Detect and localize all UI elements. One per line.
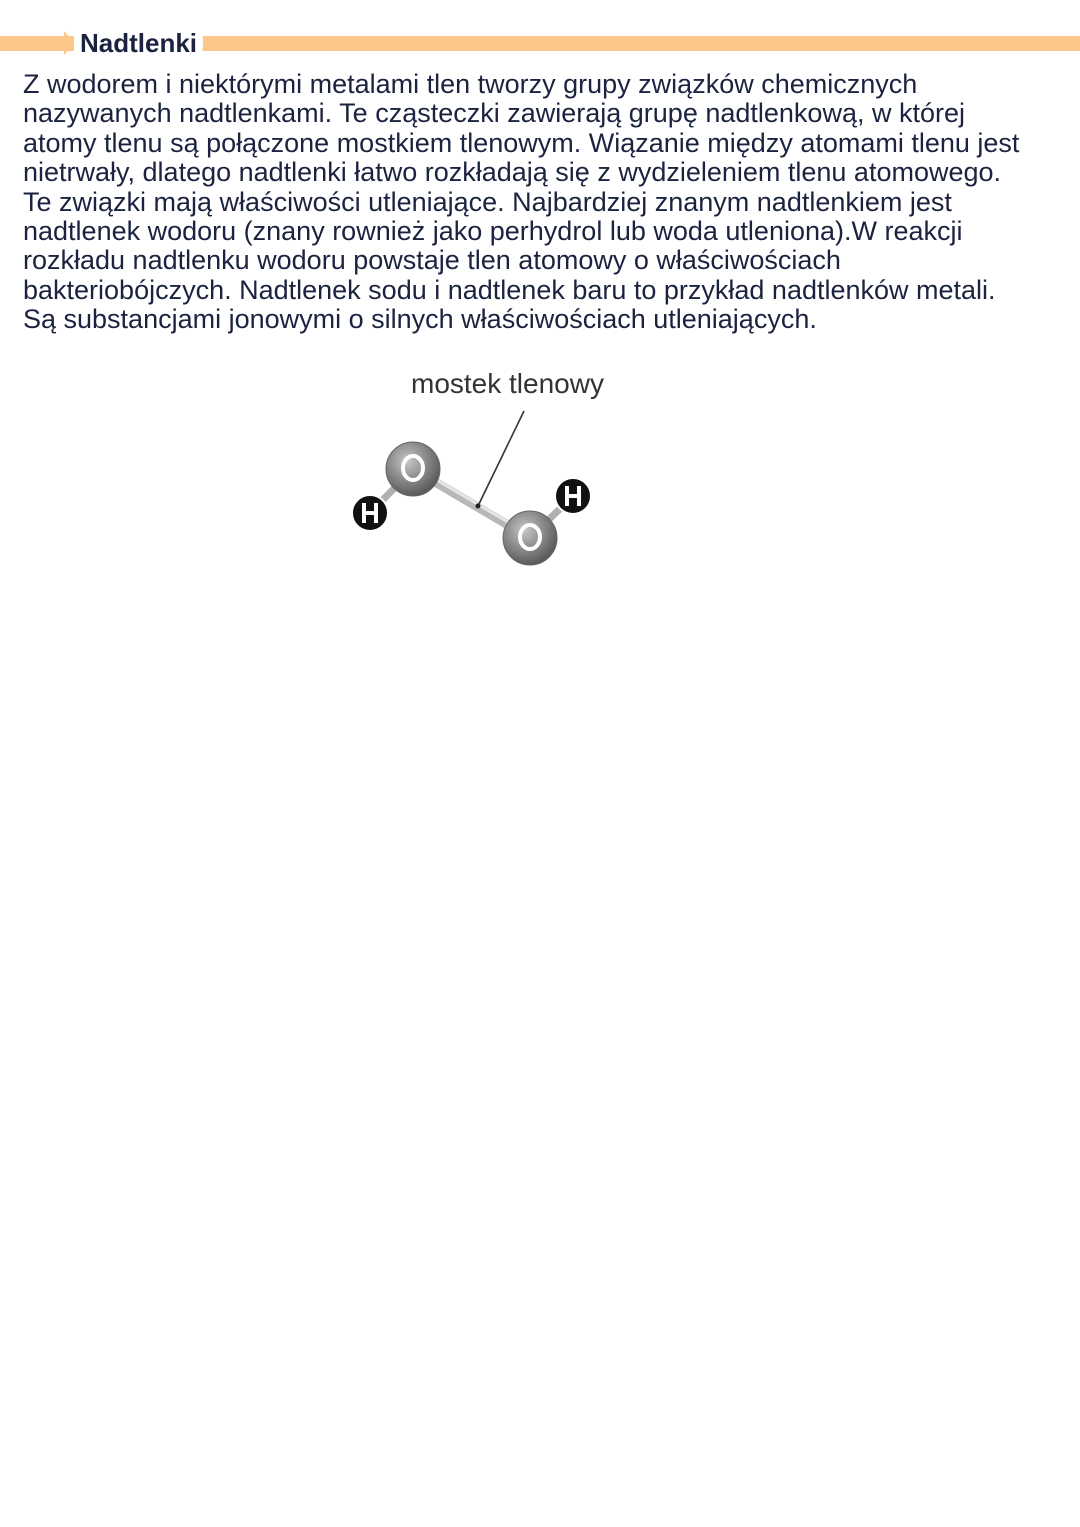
oxygen-atom-left <box>386 442 440 496</box>
hydrogen-atom-right <box>555 478 591 514</box>
label-pointer-line <box>478 411 524 506</box>
hydrogen-atom-left <box>352 495 388 531</box>
body-paragraph: Z wodorem i niektórymi metalami tlen tworzy grupy związków chemicznych nazywanych nadtlenkami. Te cząsteczki zawierają grupę nadtlenkową, w której atomy tlenu są połączone mostkiem tlenowym. Wiązanie między atomami tlenu jest nietrwały, dlatego nadtlenki łatwo rozkładają się z wydzieleniem tlenu atomowego. Te związki mają właściwości utleniające. Najbardziej znanym nadtlenkiem jest nadtlenek wodoru (znany rownież jako perhydrol lub woda utleniona).W reakcji rozkładu nadtlenku wodoru powstaje tlen atomowy o właściwościach bakteriobójczych. Nadtlenek sodu i nadtlenek baru to przykład nadtlenków metali. Są substancjami jonowymi o silnych właściwościach utleniających. <box>23 69 1020 335</box>
section-title: Nadtlenki <box>74 26 203 60</box>
oxygen-bridge-label: mostek tlenowy <box>411 368 604 399</box>
oxygen-atom-right <box>503 511 557 565</box>
hydrogen-peroxide-molecule-figure <box>330 360 650 590</box>
label-pointer-dot <box>476 504 481 509</box>
